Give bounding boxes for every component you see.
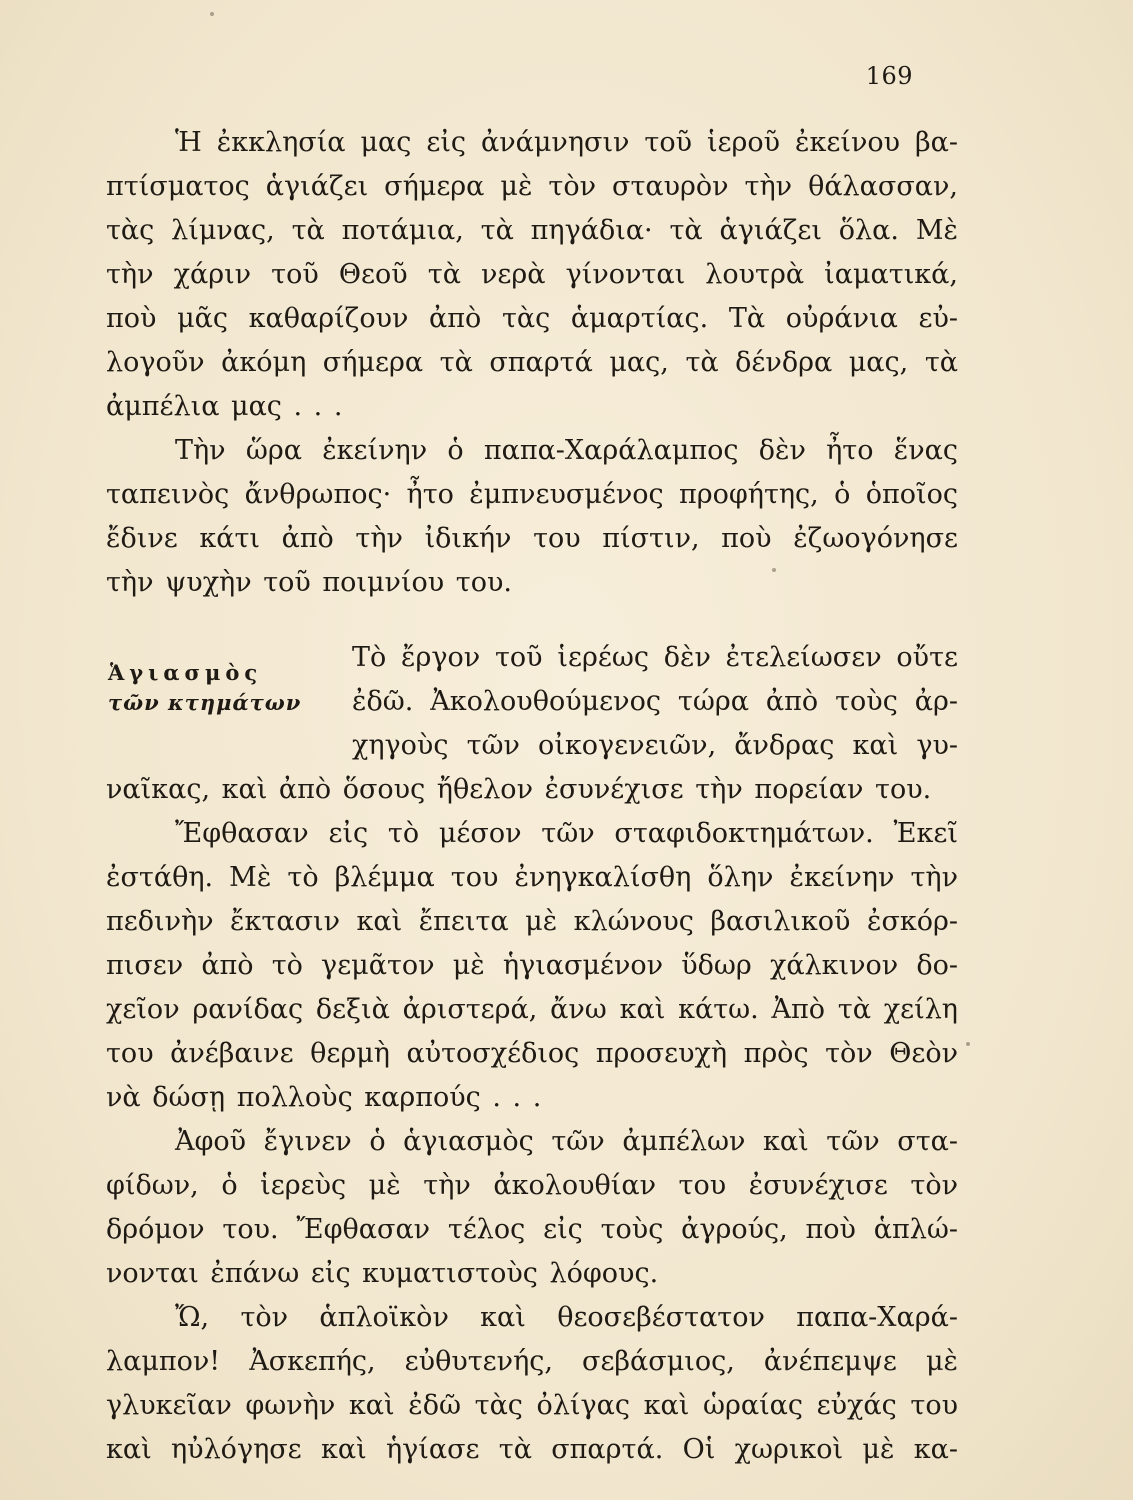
text-line: ἐστάθη. Μὲ τὸ βλέμμα του ἐνηγκαλίσθη ὅλην ἐκείνην τὴν bbox=[106, 862, 958, 893]
text-line: φίδων, ὁ ἱερεὺς μὲ τὴν ἀκολουθίαν του ἐσυνέχισε τὸν bbox=[106, 1170, 958, 1201]
text-line: Τὴν ὥρα ἐκείνην ὁ παπα-Χαράλαμπος δὲν ἦτο ἕνας bbox=[175, 435, 958, 466]
text-line: γλυκεῖαν φωνὴν καὶ ἐδῶ τὰς ὀλίγας καὶ ὡραίας εὐχάς του bbox=[106, 1390, 958, 1421]
text-line: πεδινὴν ἔκτασιν καὶ ἔπειτα μὲ κλώνους βασιλικοῦ ἐσκόρ- bbox=[106, 906, 958, 937]
text-line: ἐδῶ. Ἀκολουθούμενος τώρα ἀπὸ τοὺς ἀρ- bbox=[352, 686, 958, 717]
text-line: πτίσματος ἁγιάζει σήμερα μὲ τὸν σταυρὸν τὴν θάλασσαν, bbox=[106, 171, 958, 202]
text-line: ἀμπέλια μας . . . bbox=[106, 391, 343, 422]
text-line: τὴν ψυχὴν τοῦ ποιμνίου του. bbox=[106, 567, 512, 598]
text-line: χεῖον ρανίδας δεξιὰ ἀριστερά, ἄνω καὶ κάτω. Ἀπὸ τὰ χείλη bbox=[106, 994, 958, 1025]
text-line: λαμπον! Ἀσκεπής, εὐθυτενής, σεβάσμιος, ἀνέπεμψε μὲ bbox=[106, 1346, 958, 1377]
text-line: νονται ἐπάνω εἰς κυματιστοὺς λόφους. bbox=[106, 1258, 659, 1289]
text-line: χηγοὺς τῶν οἰκογενειῶν, ἄνδρας καὶ γυ- bbox=[352, 730, 958, 761]
scan-speck bbox=[772, 568, 776, 572]
margin-heading bbox=[108, 658, 338, 718]
text-line: τὰς λίμνας, τὰ ποτάμια, τὰ πηγάδια· τὰ ἁγιάζει ὅλα. Μὲ bbox=[106, 215, 958, 246]
text-line: πισεν ἀπὸ τὸ γεμᾶτον μὲ ἡγιασμένον ὕδωρ χάλκινον δο- bbox=[106, 950, 958, 981]
scan-speck bbox=[966, 1042, 970, 1046]
text-line: τὴν χάριν τοῦ Θεοῦ τὰ νερὰ γίνονται λουτρὰ ἰαματικά, bbox=[106, 259, 958, 290]
text-line: Τὸ ἔργον τοῦ ἱερέως δὲν ἐτελείωσεν οὔτε bbox=[352, 642, 958, 673]
page-number: 169 bbox=[865, 62, 913, 90]
text-line: νὰ δώσῃ πολλοὺς καρπούς . . . bbox=[106, 1082, 542, 1113]
text-line: καὶ ηὐλόγησε καὶ ἡγίασε τὰ σπαρτά. Οἱ χωρικοὶ μὲ κα- bbox=[106, 1434, 958, 1465]
text-line: ναῖκας, καὶ ἀπὸ ὅσους ἤθελον ἐσυνέχισε τὴν πορείαν του. bbox=[106, 774, 932, 805]
margin-heading-title: Ἁγιασμὸς bbox=[108, 660, 263, 685]
text-line: του ἀνέβαινε θερμὴ αὐτοσχέδιος προσευχὴ πρὸς τὸν Θεὸν bbox=[106, 1038, 958, 1069]
text-line: ποὺ μᾶς καθαρίζουν ἀπὸ τὰς ἁμαρτίας. Τὰ οὐράνια εὐ- bbox=[106, 303, 958, 334]
text-line: δρόμον του. Ἔφθασαν τέλος εἰς τοὺς ἀγρούς, ποὺ ἁπλώ- bbox=[106, 1214, 958, 1245]
margin-heading-subtitle: τῶν κτημάτων bbox=[108, 690, 302, 715]
text-line: ταπεινὸς ἄνθρωπος· ἦτο ἐμπνευσμένος προφήτης, ὁ ὁποῖος bbox=[106, 479, 958, 510]
text-line: Ἔφθασαν εἰς τὸ μέσον τῶν σταφιδοκτημάτων. Ἐκεῖ bbox=[175, 818, 958, 849]
text-line: Ὤ, τὸν ἁπλοϊκὸν καὶ θεοσεβέστατον παπα-Χαρά- bbox=[175, 1302, 958, 1333]
text-line: λογοῦν ἀκόμη σήμερα τὰ σπαρτά μας, τὰ δένδρα μας, τὰ bbox=[106, 347, 958, 378]
text-line: ἔδινε κάτι ἀπὸ τὴν ἰδικήν του πίστιν, ποὺ ἐζωογόνησε bbox=[106, 523, 958, 554]
scan-speck bbox=[210, 12, 214, 16]
text-line: Ἡ ἐκκλησία μας εἰς ἀνάμνησιν τοῦ ἱεροῦ ἐκείνου βα- bbox=[175, 127, 958, 158]
text-line: Ἀφοῦ ἔγινεν ὁ ἁγιασμὸς τῶν ἀμπέλων καὶ τῶν στα- bbox=[175, 1126, 958, 1157]
